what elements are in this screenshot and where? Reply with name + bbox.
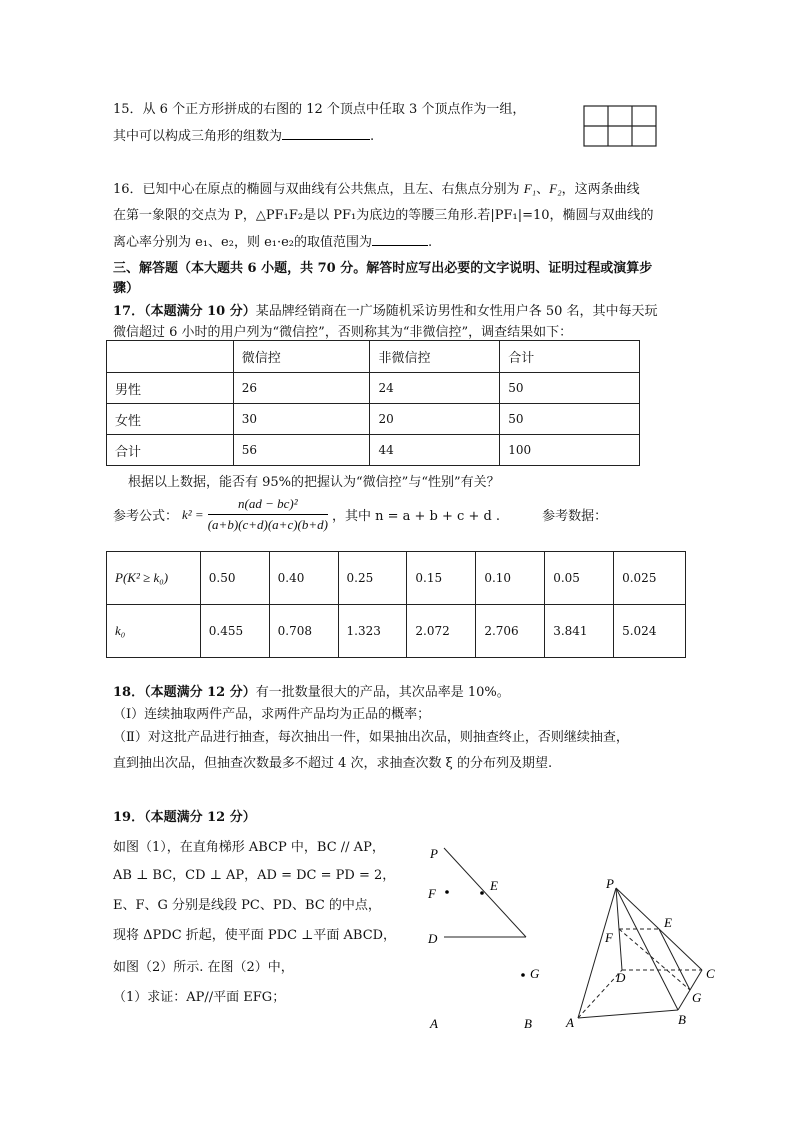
q18-line4: 直到抽出次品，但抽查次数最多不超过 4 次，求抽查次数 ξ 的分布列及期望. — [113, 756, 553, 771]
table-cell: 0.708 — [269, 605, 338, 658]
point-f — [445, 890, 449, 894]
survey-table — [106, 340, 640, 466]
label-g: G — [530, 966, 540, 981]
q18-head: 18．（本题满分 12 分） — [113, 685, 256, 700]
label-e: E — [490, 878, 498, 893]
section3-heading-cont: 骤） — [113, 281, 140, 296]
answer-blank — [282, 127, 370, 140]
section3-heading: 三、解答题（本大题共 6 小题，共 70 分。解答时应写出必要的文字说明、证明过程或演算步 — [113, 261, 653, 276]
critical-value-table — [106, 551, 686, 658]
q19-line3: E、F、G 分别是线段 PC、PD、BC 的中点， — [113, 898, 381, 913]
table-cell: 合计 — [107, 435, 234, 466]
q17-head: 17．（本题满分 10 分） — [113, 304, 256, 319]
q18-text: 有一批数量很大的产品，其次品率是 10%。 — [255, 685, 510, 700]
q16-line3 — [113, 231, 432, 250]
q19-line1: 如图（1），在直角梯形 ABCP 中，BC // AP， — [113, 840, 385, 855]
q18-line2: （Ⅰ）连续抽取两件产品，求两件产品均为正品的概率； — [113, 707, 431, 722]
table-cell: 50 — [500, 404, 640, 435]
q17-question: 根据以上数据，能否有 95%的把握认为“微信控”与“性别”有关？ — [128, 475, 500, 490]
table-cell: 女性 — [107, 404, 234, 435]
label-d: D — [428, 931, 438, 946]
row-label: P(K² ≥ k₀) — [107, 552, 201, 605]
q16-period: . — [428, 235, 433, 250]
formula-fraction — [208, 496, 328, 533]
q18-line3: （Ⅱ）对这批产品进行抽查，每次抽出一件，如果抽出次品，则抽查终止，否则继续抽查， — [113, 730, 629, 745]
ref-data-label: 参考数据： — [542, 509, 608, 524]
answer-blank — [372, 233, 428, 246]
table-header-cell: 合计 — [500, 341, 640, 373]
table-cell: 26 — [233, 373, 370, 404]
row-label: k₀ — [107, 605, 201, 658]
q19-line4: 现将 ΔPDC 折起，使平面 PDC ⊥平面 ABCD， — [113, 928, 397, 943]
q17-text: 某品牌经销商在一广场随机采访男性和女性用户各 50 名，其中每天玩 — [255, 304, 658, 319]
label-f: F — [428, 886, 436, 901]
label-p: P — [606, 876, 614, 891]
label-a: A — [566, 1015, 574, 1030]
label-b: B — [524, 1016, 532, 1031]
table-cell: 56 — [233, 435, 370, 466]
formula-line — [113, 496, 607, 533]
label-e: E — [664, 915, 672, 930]
table-header-row — [107, 341, 640, 373]
table-cell: 2.072 — [407, 605, 476, 658]
q19-head: 19．（本题满分 12 分） — [113, 810, 256, 825]
table-cell: 20 — [370, 404, 500, 435]
q17-line1 — [113, 300, 658, 319]
q15-line1: 15．从 6 个正方形拼成的右图的 12 个顶点中任取 3 个顶点作为一组， — [113, 102, 526, 117]
q15-text: 其中可以构成三角形的组数为 — [113, 129, 283, 144]
table-row — [107, 404, 640, 435]
table-row — [107, 373, 640, 404]
table-cell: 3.841 — [545, 605, 614, 658]
table-cell: 5.024 — [614, 605, 686, 658]
figure-2-folded-solid — [560, 870, 760, 1035]
label-c: C — [706, 966, 715, 981]
formula-numerator: n(ad − bc)² — [208, 496, 328, 515]
q17-line2: 微信超过 6 小时的用户列为“微信控”，否则称其为“非微信控”，调查结果如下： — [113, 325, 573, 340]
table-cell: 0.15 — [407, 552, 476, 605]
table-cell: 44 — [370, 435, 500, 466]
segment-fg — [619, 929, 690, 990]
focus-f2: F₂ — [549, 181, 562, 196]
table-cell: 男性 — [107, 373, 234, 404]
q16-line2: 在第一象限的交点为 P，△PF₁F₂是以 PF₁为底边的等腰三角形.若|PF₁|=10，椭圆与双曲线的 — [113, 208, 654, 223]
figure-1-trapezoid — [420, 840, 560, 1040]
formula-lhs: k² = — [182, 506, 204, 522]
label-g: G — [692, 990, 702, 1005]
table-cell: 100 — [500, 435, 640, 466]
table-cell: 1.323 — [338, 605, 407, 658]
k0-row — [107, 605, 686, 658]
q16-sep: 、 — [536, 182, 550, 197]
table-cell: 0.25 — [338, 552, 407, 605]
table-cell: 0.455 — [200, 605, 269, 658]
q16-text: 16．已知中心在原点的椭圆与双曲线有公共焦点，且左、右焦点分别为 — [113, 182, 524, 197]
q16-line1 — [113, 178, 640, 197]
q19-line6: （1）求证：AP//平面 EFG； — [113, 990, 286, 1005]
table-cell: 0.025 — [614, 552, 686, 605]
label-a: A — [430, 1016, 438, 1031]
table-cell: 0.10 — [476, 552, 545, 605]
six-squares-figure — [583, 105, 659, 149]
table-cell: 0.05 — [545, 552, 614, 605]
table-cell: 50 — [500, 373, 640, 404]
segment-pc — [444, 848, 526, 937]
point-g — [521, 973, 525, 977]
table-header-cell: 非微信控 — [370, 341, 500, 373]
q16-text: 离心率分别为 e₁、e₂，则 e₁·e₂的取值范围为 — [113, 235, 373, 250]
q16-text: ，这两条曲线 — [561, 182, 640, 197]
formula-where: ，其中 n = a + b + c + d . — [331, 509, 501, 524]
label-d: D — [616, 970, 626, 985]
focus-f1: F₁ — [523, 181, 537, 196]
table-cell: 0.40 — [269, 552, 338, 605]
q15-line2 — [113, 125, 374, 144]
table-header-cell — [107, 341, 234, 373]
table-header-cell: 微信控 — [233, 341, 370, 373]
q19-line2: AB ⊥ BC，CD ⊥ AP，AD = DC = PD = 2， — [113, 868, 396, 883]
formula-label: 参考公式： — [113, 509, 179, 524]
probability-row — [107, 552, 686, 605]
q18-line1 — [113, 681, 510, 700]
table-row — [107, 435, 640, 466]
edge-pa — [578, 888, 616, 1018]
formula-denominator: (a+b)(c+d)(a+c)(b+d) — [207, 517, 328, 532]
q19-line5: 如图（2）所示. 在图（2）中， — [113, 960, 294, 975]
table-cell: 2.706 — [476, 605, 545, 658]
label-b: B — [678, 1012, 686, 1027]
table-cell: 0.50 — [200, 552, 269, 605]
label-f: F — [605, 930, 613, 945]
table-cell: 24 — [370, 373, 500, 404]
q15-period: . — [370, 129, 375, 144]
table-cell: 30 — [233, 404, 370, 435]
label-p: P — [430, 846, 438, 861]
point-e — [480, 891, 484, 895]
edge-ab — [578, 1010, 678, 1018]
